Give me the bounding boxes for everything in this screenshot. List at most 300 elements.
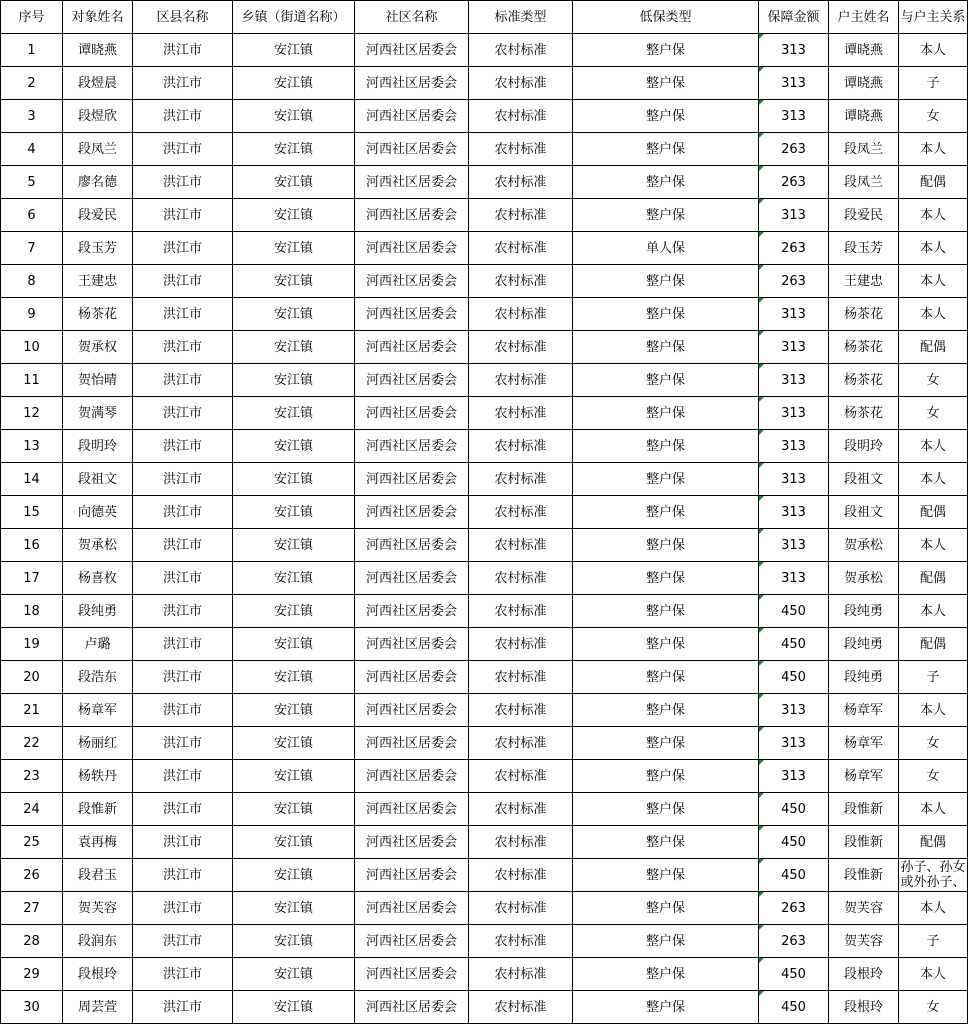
cell-county[interactable]: 洪江市 xyxy=(133,628,233,661)
cell-relation[interactable]: 本人 xyxy=(899,793,968,826)
cell-county[interactable]: 洪江市 xyxy=(133,397,233,430)
cell-seq[interactable]: 2 xyxy=(1,67,63,100)
cell-relation[interactable]: 配偶 xyxy=(899,331,968,364)
header-cell-county[interactable]: 区县名称 xyxy=(133,1,233,34)
cell-county[interactable]: 洪江市 xyxy=(133,826,233,859)
cell-householder[interactable]: 杨茶花 xyxy=(829,298,899,331)
cell-community[interactable]: 河西社区居委会 xyxy=(355,826,469,859)
cell-type[interactable]: 整户保 xyxy=(573,760,759,793)
cell-town[interactable]: 安江镇 xyxy=(233,463,355,496)
cell-seq[interactable]: 24 xyxy=(1,793,63,826)
cell-type[interactable]: 整户保 xyxy=(573,529,759,562)
cell-seq[interactable]: 28 xyxy=(1,925,63,958)
cell-name[interactable]: 向德英 xyxy=(63,496,133,529)
cell-name[interactable]: 段玉芳 xyxy=(63,232,133,265)
cell-standard[interactable]: 农村标准 xyxy=(469,430,573,463)
cell-relation[interactable]: 子 xyxy=(899,925,968,958)
cell-type[interactable]: 整户保 xyxy=(573,562,759,595)
cell-type[interactable]: 整户保 xyxy=(573,496,759,529)
cell-town[interactable]: 安江镇 xyxy=(233,892,355,925)
cell-type[interactable]: 整户保 xyxy=(573,67,759,100)
cell-name[interactable]: 段浩东 xyxy=(63,661,133,694)
cell-name[interactable]: 贺满琴 xyxy=(63,397,133,430)
cell-county[interactable]: 洪江市 xyxy=(133,892,233,925)
cell-householder[interactable]: 段明玲 xyxy=(829,430,899,463)
cell-householder[interactable]: 段纯勇 xyxy=(829,661,899,694)
cell-type[interactable]: 整户保 xyxy=(573,199,759,232)
cell-name[interactable]: 贺承松 xyxy=(63,529,133,562)
cell-community[interactable]: 河西社区居委会 xyxy=(355,628,469,661)
cell-community[interactable]: 河西社区居委会 xyxy=(355,760,469,793)
cell-seq[interactable]: 13 xyxy=(1,430,63,463)
cell-standard[interactable]: 农村标准 xyxy=(469,529,573,562)
cell-amount[interactable]: 263 xyxy=(759,232,829,265)
cell-householder[interactable]: 谭晓燕 xyxy=(829,67,899,100)
cell-seq[interactable]: 14 xyxy=(1,463,63,496)
cell-community[interactable]: 河西社区居委会 xyxy=(355,265,469,298)
cell-community[interactable]: 河西社区居委会 xyxy=(355,166,469,199)
cell-community[interactable]: 河西社区居委会 xyxy=(355,925,469,958)
cell-town[interactable]: 安江镇 xyxy=(233,859,355,892)
cell-type[interactable]: 整户保 xyxy=(573,694,759,727)
cell-community[interactable]: 河西社区居委会 xyxy=(355,991,469,1024)
cell-householder[interactable]: 贺芙容 xyxy=(829,925,899,958)
cell-name[interactable]: 段润东 xyxy=(63,925,133,958)
cell-standard[interactable]: 农村标准 xyxy=(469,34,573,67)
cell-type[interactable]: 单人保 xyxy=(573,232,759,265)
header-cell-town[interactable]: 乡镇（街道名称） xyxy=(233,1,355,34)
cell-town[interactable]: 安江镇 xyxy=(233,496,355,529)
header-cell-seq[interactable]: 序号 xyxy=(1,1,63,34)
cell-seq[interactable]: 30 xyxy=(1,991,63,1024)
cell-name[interactable]: 段明玲 xyxy=(63,430,133,463)
cell-town[interactable]: 安江镇 xyxy=(233,232,355,265)
cell-amount[interactable]: 313 xyxy=(759,199,829,232)
cell-type[interactable]: 整户保 xyxy=(573,859,759,892)
cell-county[interactable]: 洪江市 xyxy=(133,496,233,529)
cell-community[interactable]: 河西社区居委会 xyxy=(355,430,469,463)
cell-name[interactable]: 杨丽红 xyxy=(63,727,133,760)
cell-type[interactable]: 整户保 xyxy=(573,133,759,166)
cell-county[interactable]: 洪江市 xyxy=(133,298,233,331)
cell-amount[interactable]: 313 xyxy=(759,298,829,331)
cell-town[interactable]: 安江镇 xyxy=(233,562,355,595)
cell-relation[interactable]: 孙子、孙女 或外孙子、 xyxy=(900,860,966,890)
cell-county[interactable]: 洪江市 xyxy=(133,34,233,67)
cell-relation[interactable]: 本人 xyxy=(899,463,968,496)
cell-name[interactable]: 贺怡晴 xyxy=(63,364,133,397)
cell-town[interactable]: 安江镇 xyxy=(233,133,355,166)
cell-amount[interactable]: 450 xyxy=(759,826,829,859)
cell-householder[interactable]: 段纯勇 xyxy=(829,628,899,661)
cell-type[interactable]: 整户保 xyxy=(573,463,759,496)
cell-community[interactable]: 河西社区居委会 xyxy=(355,859,469,892)
cell-standard[interactable]: 农村标准 xyxy=(469,958,573,991)
cell-standard[interactable]: 农村标准 xyxy=(469,364,573,397)
cell-seq[interactable]: 16 xyxy=(1,529,63,562)
cell-name[interactable]: 杨喜枚 xyxy=(63,562,133,595)
cell-community[interactable]: 河西社区居委会 xyxy=(355,133,469,166)
cell-county[interactable]: 洪江市 xyxy=(133,925,233,958)
cell-standard[interactable]: 农村标准 xyxy=(469,496,573,529)
cell-type[interactable]: 整户保 xyxy=(573,661,759,694)
cell-seq[interactable]: 15 xyxy=(1,496,63,529)
cell-relation[interactable]: 本人 xyxy=(899,430,968,463)
cell-town[interactable]: 安江镇 xyxy=(233,727,355,760)
cell-community[interactable]: 河西社区居委会 xyxy=(355,562,469,595)
header-cell-name[interactable]: 对象姓名 xyxy=(63,1,133,34)
cell-relation[interactable]: 本人 xyxy=(899,892,968,925)
cell-type[interactable]: 整户保 xyxy=(573,166,759,199)
cell-amount[interactable]: 313 xyxy=(759,34,829,67)
cell-town[interactable]: 安江镇 xyxy=(233,331,355,364)
cell-county[interactable]: 洪江市 xyxy=(133,694,233,727)
cell-type[interactable]: 整户保 xyxy=(573,991,759,1024)
cell-county[interactable]: 洪江市 xyxy=(133,661,233,694)
cell-type[interactable]: 整户保 xyxy=(573,892,759,925)
cell-relation[interactable]: 女 xyxy=(899,364,968,397)
cell-householder[interactable]: 段爱民 xyxy=(829,199,899,232)
cell-town[interactable]: 安江镇 xyxy=(233,67,355,100)
cell-relation[interactable]: 本人 xyxy=(899,232,968,265)
cell-community[interactable]: 河西社区居委会 xyxy=(355,661,469,694)
cell-town[interactable]: 安江镇 xyxy=(233,430,355,463)
cell-name[interactable]: 段爱民 xyxy=(63,199,133,232)
cell-type[interactable]: 整户保 xyxy=(573,364,759,397)
cell-amount[interactable]: 313 xyxy=(759,67,829,100)
cell-name[interactable]: 段凤兰 xyxy=(63,133,133,166)
cell-county[interactable]: 洪江市 xyxy=(133,529,233,562)
cell-town[interactable]: 安江镇 xyxy=(233,661,355,694)
cell-amount[interactable]: 450 xyxy=(759,661,829,694)
cell-amount[interactable]: 313 xyxy=(759,694,829,727)
cell-seq[interactable]: 5 xyxy=(1,166,63,199)
cell-community[interactable]: 河西社区居委会 xyxy=(355,298,469,331)
cell-relation[interactable]: 子 xyxy=(899,67,968,100)
cell-type[interactable]: 整户保 xyxy=(573,265,759,298)
cell-standard[interactable]: 农村标准 xyxy=(469,562,573,595)
cell-county[interactable]: 洪江市 xyxy=(133,133,233,166)
cell-community[interactable]: 河西社区居委会 xyxy=(355,67,469,100)
header-cell-type[interactable]: 低保类型 xyxy=(573,1,759,34)
cell-name[interactable]: 贺芙容 xyxy=(63,892,133,925)
cell-county[interactable]: 洪江市 xyxy=(133,67,233,100)
cell-relation[interactable]: 子 xyxy=(899,661,968,694)
cell-community[interactable]: 河西社区居委会 xyxy=(355,694,469,727)
header-cell-amount[interactable]: 保障金额 xyxy=(759,1,829,34)
cell-type[interactable]: 整户保 xyxy=(573,298,759,331)
cell-householder[interactable]: 段凤兰 xyxy=(829,166,899,199)
cell-seq[interactable]: 22 xyxy=(1,727,63,760)
cell-householder[interactable]: 王建忠 xyxy=(829,265,899,298)
cell-relation[interactable]: 本人 xyxy=(899,529,968,562)
cell-amount[interactable]: 450 xyxy=(759,958,829,991)
cell-seq[interactable]: 19 xyxy=(1,628,63,661)
cell-town[interactable]: 安江镇 xyxy=(233,826,355,859)
cell-standard[interactable]: 农村标准 xyxy=(469,199,573,232)
cell-county[interactable]: 洪江市 xyxy=(133,166,233,199)
cell-town[interactable]: 安江镇 xyxy=(233,760,355,793)
cell-county[interactable]: 洪江市 xyxy=(133,199,233,232)
cell-householder[interactable]: 谭晓燕 xyxy=(829,100,899,133)
cell-standard[interactable]: 农村标准 xyxy=(469,298,573,331)
cell-name[interactable]: 周芸萱 xyxy=(63,991,133,1024)
cell-county[interactable]: 洪江市 xyxy=(133,958,233,991)
cell-relation[interactable]: 本人 xyxy=(899,34,968,67)
cell-standard[interactable]: 农村标准 xyxy=(469,694,573,727)
cell-community[interactable]: 河西社区居委会 xyxy=(355,529,469,562)
cell-county[interactable]: 洪江市 xyxy=(133,562,233,595)
cell-type[interactable]: 整户保 xyxy=(573,430,759,463)
cell-seq[interactable]: 6 xyxy=(1,199,63,232)
cell-relation[interactable]: 女 xyxy=(899,991,968,1024)
cell-amount[interactable]: 313 xyxy=(759,562,829,595)
cell-standard[interactable]: 农村标准 xyxy=(469,331,573,364)
cell-county[interactable]: 洪江市 xyxy=(133,331,233,364)
cell-seq[interactable]: 29 xyxy=(1,958,63,991)
cell-seq[interactable]: 1 xyxy=(1,34,63,67)
cell-householder[interactable]: 段惟新 xyxy=(829,859,899,892)
cell-amount[interactable]: 450 xyxy=(759,793,829,826)
cell-relation[interactable]: 女 xyxy=(899,100,968,133)
cell-name[interactable]: 贺承权 xyxy=(63,331,133,364)
cell-householder[interactable]: 段凤兰 xyxy=(829,133,899,166)
cell-householder[interactable]: 段玉芳 xyxy=(829,232,899,265)
cell-town[interactable]: 安江镇 xyxy=(233,529,355,562)
cell-seq[interactable]: 10 xyxy=(1,331,63,364)
cell-county[interactable]: 洪江市 xyxy=(133,463,233,496)
cell-amount[interactable]: 313 xyxy=(759,496,829,529)
cell-amount[interactable]: 263 xyxy=(759,892,829,925)
cell-name[interactable]: 卢璐 xyxy=(63,628,133,661)
cell-householder[interactable]: 杨章军 xyxy=(829,694,899,727)
cell-community[interactable]: 河西社区居委会 xyxy=(355,100,469,133)
cell-amount[interactable]: 313 xyxy=(759,397,829,430)
cell-county[interactable]: 洪江市 xyxy=(133,100,233,133)
cell-amount[interactable]: 263 xyxy=(759,265,829,298)
cell-name[interactable]: 谭晓燕 xyxy=(63,34,133,67)
cell-county[interactable]: 洪江市 xyxy=(133,760,233,793)
cell-name[interactable]: 段祖文 xyxy=(63,463,133,496)
cell-amount[interactable]: 313 xyxy=(759,727,829,760)
cell-standard[interactable]: 农村标准 xyxy=(469,166,573,199)
cell-amount[interactable]: 313 xyxy=(759,100,829,133)
cell-seq[interactable]: 7 xyxy=(1,232,63,265)
cell-amount[interactable]: 450 xyxy=(759,595,829,628)
cell-community[interactable]: 河西社区居委会 xyxy=(355,463,469,496)
cell-relation[interactable]: 本人 xyxy=(899,298,968,331)
cell-amount[interactable]: 263 xyxy=(759,166,829,199)
cell-relation[interactable]: 配偶 xyxy=(899,562,968,595)
cell-county[interactable]: 洪江市 xyxy=(133,727,233,760)
cell-householder[interactable]: 段惟新 xyxy=(829,793,899,826)
cell-relation[interactable]: 女 xyxy=(899,727,968,760)
cell-town[interactable]: 安江镇 xyxy=(233,34,355,67)
cell-type[interactable]: 整户保 xyxy=(573,826,759,859)
cell-amount[interactable]: 450 xyxy=(759,628,829,661)
cell-householder[interactable]: 杨茶花 xyxy=(829,331,899,364)
cell-community[interactable]: 河西社区居委会 xyxy=(355,892,469,925)
cell-community[interactable]: 河西社区居委会 xyxy=(355,364,469,397)
cell-relation[interactable]: 本人 xyxy=(899,133,968,166)
cell-name[interactable]: 段纯勇 xyxy=(63,595,133,628)
cell-standard[interactable]: 农村标准 xyxy=(469,100,573,133)
cell-householder[interactable]: 谭晓燕 xyxy=(829,34,899,67)
cell-relation[interactable]: 配偶 xyxy=(899,628,968,661)
cell-relation[interactable]: 配偶 xyxy=(899,496,968,529)
cell-community[interactable]: 河西社区居委会 xyxy=(355,595,469,628)
cell-amount[interactable]: 313 xyxy=(759,331,829,364)
cell-type[interactable]: 整户保 xyxy=(573,628,759,661)
cell-amount[interactable]: 313 xyxy=(759,463,829,496)
cell-standard[interactable]: 农村标准 xyxy=(469,892,573,925)
cell-county[interactable]: 洪江市 xyxy=(133,991,233,1024)
cell-seq[interactable]: 11 xyxy=(1,364,63,397)
cell-householder[interactable]: 贺芙容 xyxy=(829,892,899,925)
cell-relation[interactable]: 本人 xyxy=(899,595,968,628)
header-cell-relation[interactable]: 与户主关系 xyxy=(899,1,968,34)
cell-amount[interactable]: 450 xyxy=(759,859,829,892)
cell-type[interactable]: 整户保 xyxy=(573,331,759,364)
cell-name[interactable]: 杨轶丹 xyxy=(63,760,133,793)
cell-amount[interactable]: 263 xyxy=(759,925,829,958)
cell-town[interactable]: 安江镇 xyxy=(233,694,355,727)
cell-standard[interactable]: 农村标准 xyxy=(469,760,573,793)
cell-name[interactable]: 杨茶花 xyxy=(63,298,133,331)
cell-standard[interactable]: 农村标准 xyxy=(469,826,573,859)
cell-standard[interactable]: 农村标准 xyxy=(469,628,573,661)
cell-county[interactable]: 洪江市 xyxy=(133,430,233,463)
cell-seq[interactable]: 12 xyxy=(1,397,63,430)
cell-town[interactable]: 安江镇 xyxy=(233,595,355,628)
cell-county[interactable]: 洪江市 xyxy=(133,232,233,265)
cell-seq[interactable]: 26 xyxy=(1,859,63,892)
cell-standard[interactable]: 农村标准 xyxy=(469,991,573,1024)
cell-name[interactable]: 杨章军 xyxy=(63,694,133,727)
cell-county[interactable]: 洪江市 xyxy=(133,859,233,892)
cell-householder[interactable]: 杨茶花 xyxy=(829,364,899,397)
cell-relation[interactable]: 本人 xyxy=(899,694,968,727)
cell-type[interactable]: 整户保 xyxy=(573,958,759,991)
cell-community[interactable]: 河西社区居委会 xyxy=(355,958,469,991)
cell-town[interactable]: 安江镇 xyxy=(233,298,355,331)
cell-town[interactable]: 安江镇 xyxy=(233,100,355,133)
cell-name[interactable]: 段根玲 xyxy=(63,958,133,991)
cell-town[interactable]: 安江镇 xyxy=(233,958,355,991)
cell-community[interactable]: 河西社区居委会 xyxy=(355,232,469,265)
cell-householder[interactable]: 段祖文 xyxy=(829,463,899,496)
cell-town[interactable]: 安江镇 xyxy=(233,199,355,232)
cell-householder[interactable]: 杨章军 xyxy=(829,727,899,760)
cell-seq[interactable]: 9 xyxy=(1,298,63,331)
cell-county[interactable]: 洪江市 xyxy=(133,364,233,397)
cell-seq[interactable]: 27 xyxy=(1,892,63,925)
cell-relation[interactable]: 配偶 xyxy=(899,166,968,199)
cell-seq[interactable]: 4 xyxy=(1,133,63,166)
cell-name[interactable]: 廖名德 xyxy=(63,166,133,199)
cell-name[interactable]: 段君玉 xyxy=(63,859,133,892)
cell-county[interactable]: 洪江市 xyxy=(133,793,233,826)
header-cell-standard[interactable]: 标准类型 xyxy=(469,1,573,34)
cell-town[interactable]: 安江镇 xyxy=(233,793,355,826)
cell-amount[interactable]: 313 xyxy=(759,529,829,562)
cell-community[interactable]: 河西社区居委会 xyxy=(355,727,469,760)
cell-seq[interactable]: 20 xyxy=(1,661,63,694)
cell-town[interactable]: 安江镇 xyxy=(233,364,355,397)
cell-type[interactable]: 整户保 xyxy=(573,727,759,760)
cell-standard[interactable]: 农村标准 xyxy=(469,397,573,430)
cell-name[interactable]: 段煜晨 xyxy=(63,67,133,100)
cell-seq[interactable]: 23 xyxy=(1,760,63,793)
cell-type[interactable]: 整户保 xyxy=(573,397,759,430)
cell-householder[interactable]: 段根玲 xyxy=(829,958,899,991)
cell-standard[interactable]: 农村标准 xyxy=(469,265,573,298)
cell-amount[interactable]: 450 xyxy=(759,991,829,1024)
cell-type[interactable]: 整户保 xyxy=(573,34,759,67)
cell-seq[interactable]: 17 xyxy=(1,562,63,595)
cell-community[interactable]: 河西社区居委会 xyxy=(355,199,469,232)
cell-seq[interactable]: 21 xyxy=(1,694,63,727)
cell-seq[interactable]: 3 xyxy=(1,100,63,133)
cell-town[interactable]: 安江镇 xyxy=(233,397,355,430)
cell-relation[interactable]: 本人 xyxy=(899,958,968,991)
cell-seq[interactable]: 25 xyxy=(1,826,63,859)
cell-amount[interactable]: 263 xyxy=(759,133,829,166)
cell-householder[interactable]: 贺承松 xyxy=(829,529,899,562)
cell-amount[interactable]: 313 xyxy=(759,364,829,397)
header-cell-community[interactable]: 社区名称 xyxy=(355,1,469,34)
cell-standard[interactable]: 农村标准 xyxy=(469,232,573,265)
cell-standard[interactable]: 农村标准 xyxy=(469,67,573,100)
cell-town[interactable]: 安江镇 xyxy=(233,991,355,1024)
cell-county[interactable]: 洪江市 xyxy=(133,265,233,298)
cell-relation[interactable]: 本人 xyxy=(899,199,968,232)
cell-community[interactable]: 河西社区居委会 xyxy=(355,793,469,826)
cell-name[interactable]: 王建忠 xyxy=(63,265,133,298)
cell-relation[interactable]: 本人 xyxy=(899,265,968,298)
cell-standard[interactable]: 农村标准 xyxy=(469,727,573,760)
cell-standard[interactable]: 农村标准 xyxy=(469,661,573,694)
cell-community[interactable]: 河西社区居委会 xyxy=(355,397,469,430)
cell-county[interactable]: 洪江市 xyxy=(133,595,233,628)
cell-type[interactable]: 整户保 xyxy=(573,793,759,826)
cell-householder[interactable]: 段祖文 xyxy=(829,496,899,529)
cell-relation[interactable]: 配偶 xyxy=(899,826,968,859)
cell-standard[interactable]: 农村标准 xyxy=(469,793,573,826)
cell-name[interactable]: 袁再梅 xyxy=(63,826,133,859)
cell-amount[interactable]: 313 xyxy=(759,430,829,463)
cell-householder[interactable]: 杨茶花 xyxy=(829,397,899,430)
cell-standard[interactable]: 农村标准 xyxy=(469,859,573,892)
cell-community[interactable]: 河西社区居委会 xyxy=(355,496,469,529)
cell-community[interactable]: 河西社区居委会 xyxy=(355,331,469,364)
cell-standard[interactable]: 农村标准 xyxy=(469,463,573,496)
header-cell-householder[interactable]: 户主姓名 xyxy=(829,1,899,34)
cell-name[interactable]: 段煜欣 xyxy=(63,100,133,133)
cell-amount[interactable]: 313 xyxy=(759,760,829,793)
cell-householder[interactable]: 段惟新 xyxy=(829,826,899,859)
cell-relation[interactable]: 女 xyxy=(899,397,968,430)
cell-town[interactable]: 安江镇 xyxy=(233,925,355,958)
cell-name[interactable]: 段惟新 xyxy=(63,793,133,826)
cell-householder[interactable]: 杨章军 xyxy=(829,760,899,793)
cell-householder[interactable]: 贺承松 xyxy=(829,562,899,595)
cell-seq[interactable]: 8 xyxy=(1,265,63,298)
cell-householder[interactable]: 段纯勇 xyxy=(829,595,899,628)
cell-town[interactable]: 安江镇 xyxy=(233,166,355,199)
cell-standard[interactable]: 农村标准 xyxy=(469,595,573,628)
cell-community[interactable]: 河西社区居委会 xyxy=(355,34,469,67)
